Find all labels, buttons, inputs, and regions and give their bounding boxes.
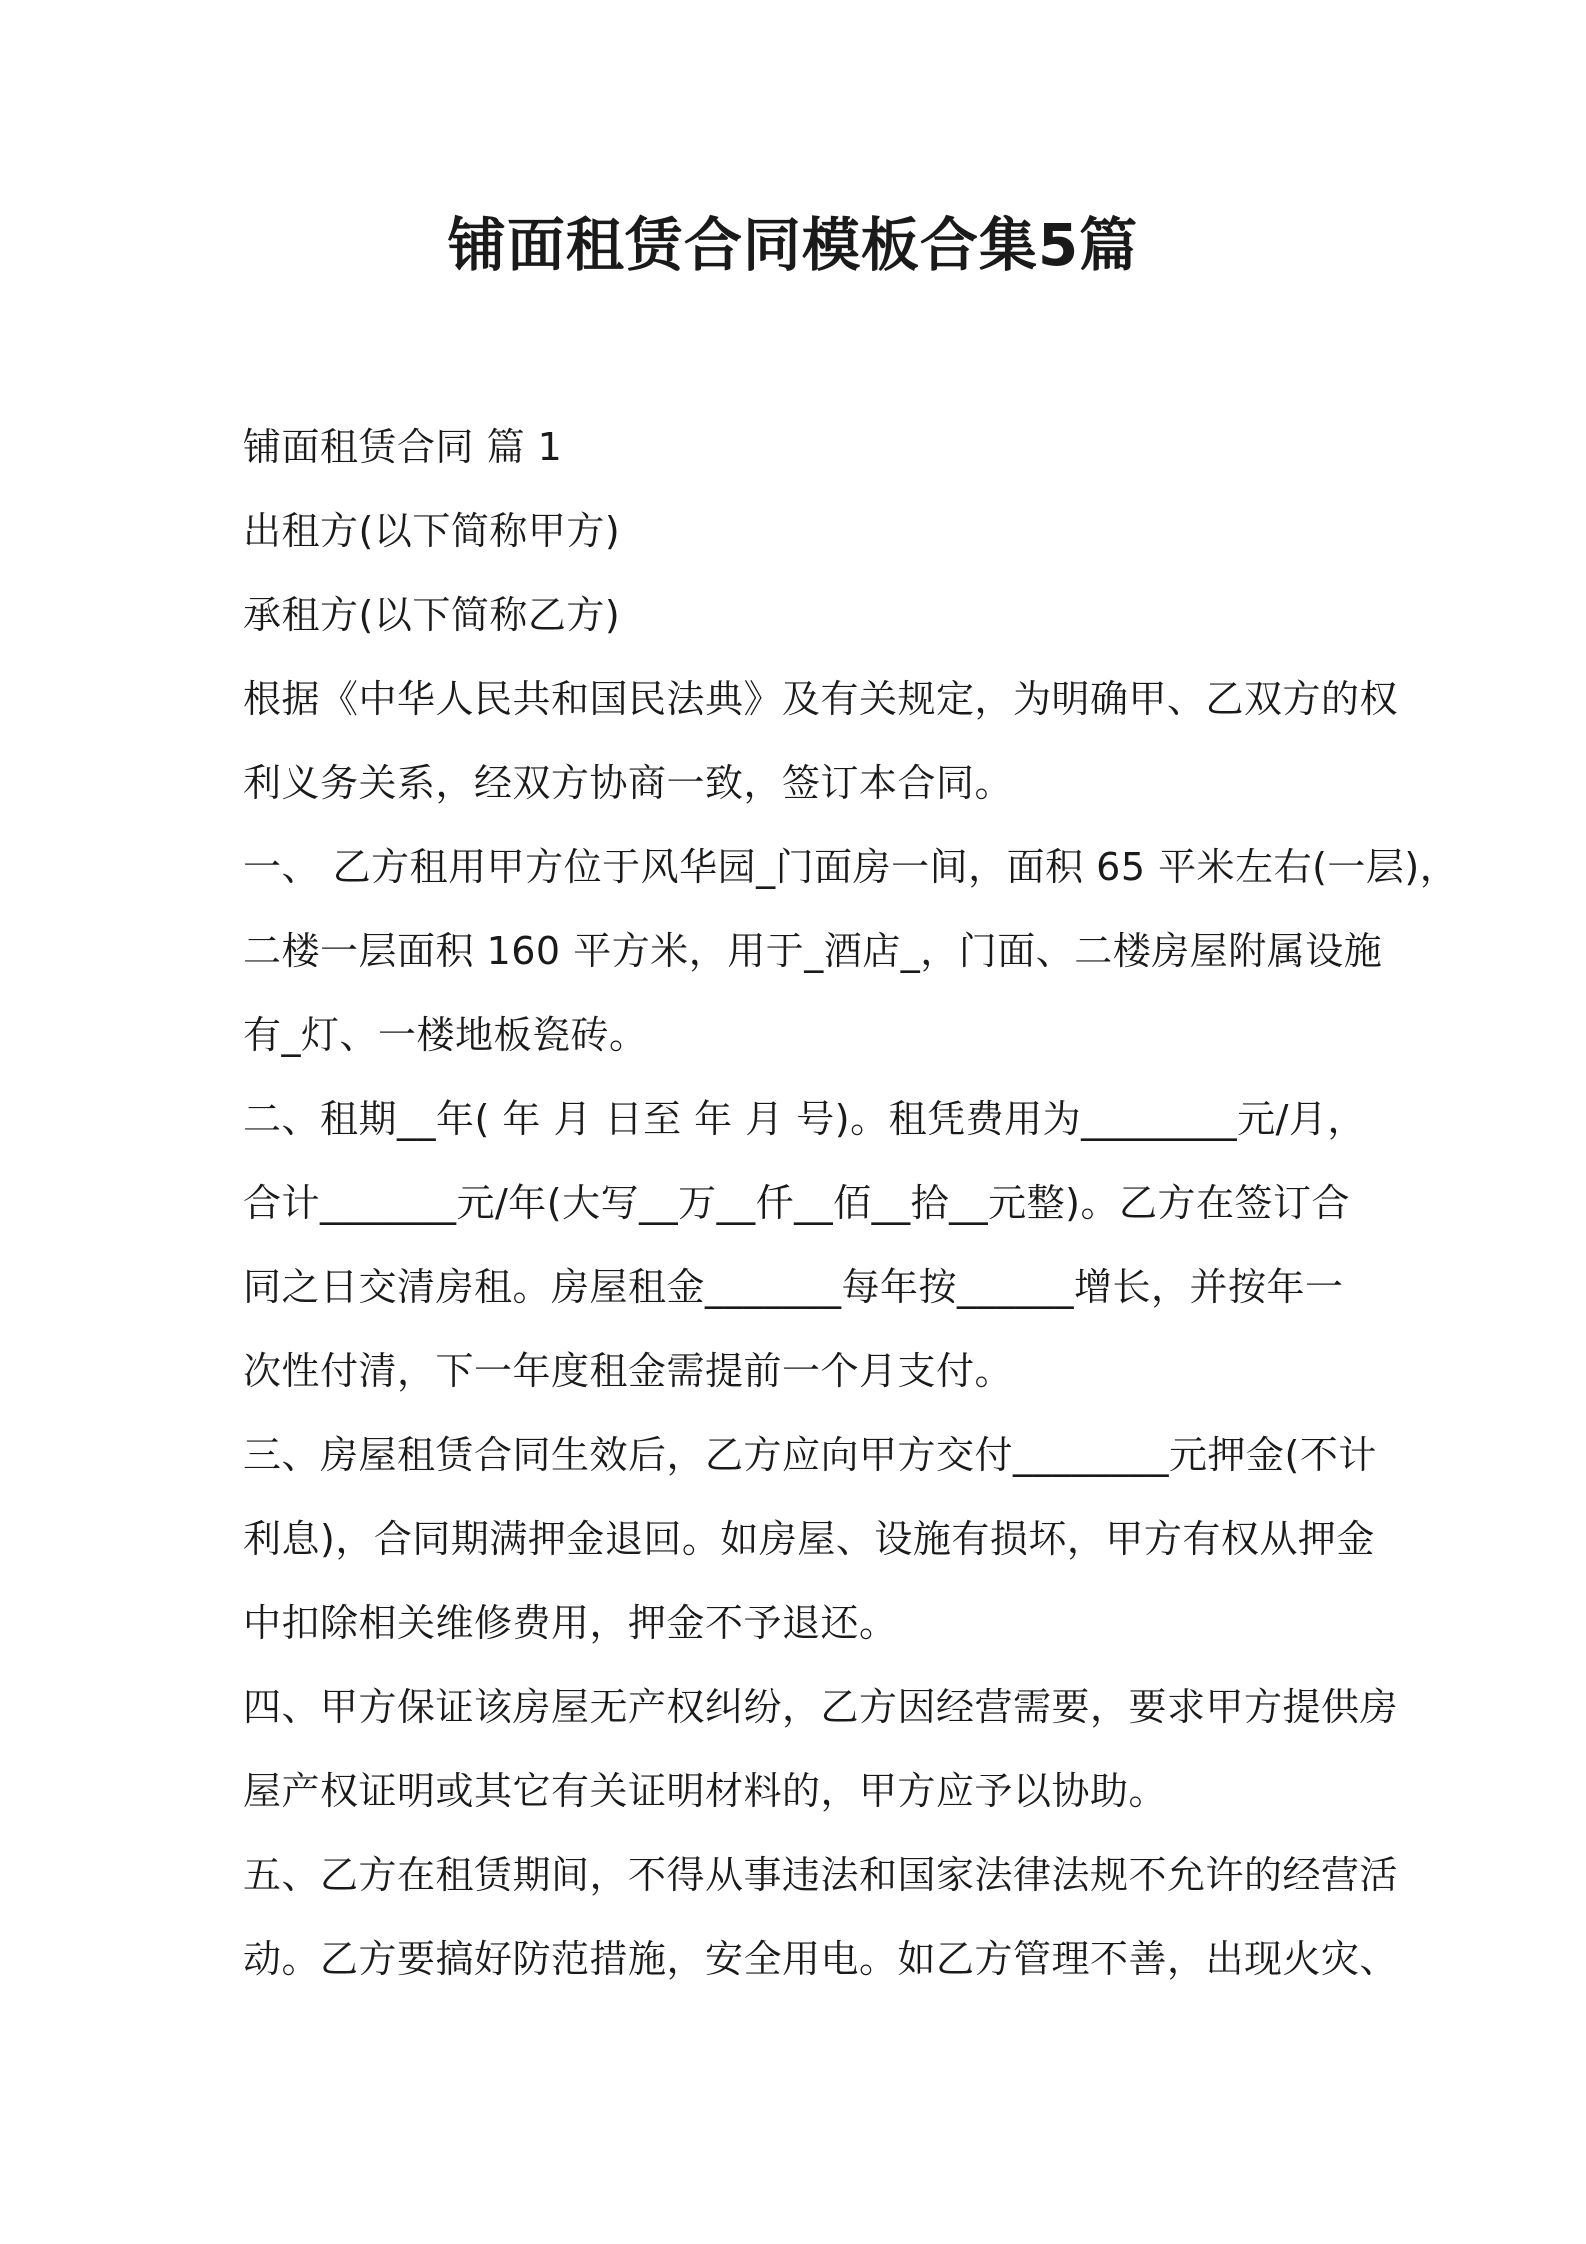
clause-2-line: 同之日交清房租。房屋租金_______每年按______增长，并按年一 <box>243 1265 1344 1309</box>
lessor-line: 出租方(以下简称甲方) <box>243 509 621 553</box>
paragraph-line: 利义务关系，经双方协商一致，签订本合同。 <box>243 761 1014 805</box>
clause-4-line: 四、甲方保证该房屋无产权纠纷，乙方因经营需要，要求甲方提供房 <box>243 1685 1399 1729</box>
clause-2-line: 次性付清，下一年度租金需提前一个月支付。 <box>243 1349 1014 1393</box>
clause-5-line: 五、乙方在租赁期间，不得从事违法和国家法律法规不允许的经营活 <box>243 1853 1399 1897</box>
clause-5-line: 动。乙方要搞好防范措施，安全用电。如乙方管理不善，出现火灾、 <box>243 1937 1399 1981</box>
document-body <box>243 405 1459 2001</box>
lessee-line: 承租方(以下简称乙方) <box>243 593 621 637</box>
clause-1-line: 二楼一层面积 160 平方米，用于_酒店_，门面、二楼房屋附属设施 <box>243 929 1383 973</box>
clause-3-line: 中扣除相关维修费用，押金不予退还。 <box>243 1601 898 1645</box>
document-title: 铺面租赁合同模板合集5篇 <box>447 211 1139 279</box>
clause-2-line: 合计_______元/年(大写__万__仟__佰__拾__元整)。乙方在签订合 <box>243 1181 1350 1225</box>
paragraph-line: 根据《中华人民共和国民法典》及有关规定，为明确甲、乙双方的权 <box>243 677 1399 721</box>
heading-contract-1: 铺面租赁合同 篇 1 <box>243 425 563 469</box>
clause-1-line: 有_灯、一楼地板瓷砖。 <box>243 1013 648 1057</box>
clause-3-line: 利息)，合同期满押金退回。如房屋、设施有损坏，甲方有权从押金 <box>243 1517 1375 1561</box>
clause-2-line: 二、租期__年( 年 月 日至 年 月 号)。租凭费用为________元/月， <box>243 1097 1366 1141</box>
clause-3-line: 三、房屋租赁合同生效后，乙方应向甲方交付________元押金(不计 <box>243 1433 1377 1477</box>
clause-4-line: 屋产权证明或其它有关证明材料的，甲方应予以协助。 <box>243 1769 1168 1813</box>
clause-1-line: 一、 乙方租用甲方位于风华园_门面房一间，面积 65 平米左右(一层)， <box>243 845 1459 889</box>
